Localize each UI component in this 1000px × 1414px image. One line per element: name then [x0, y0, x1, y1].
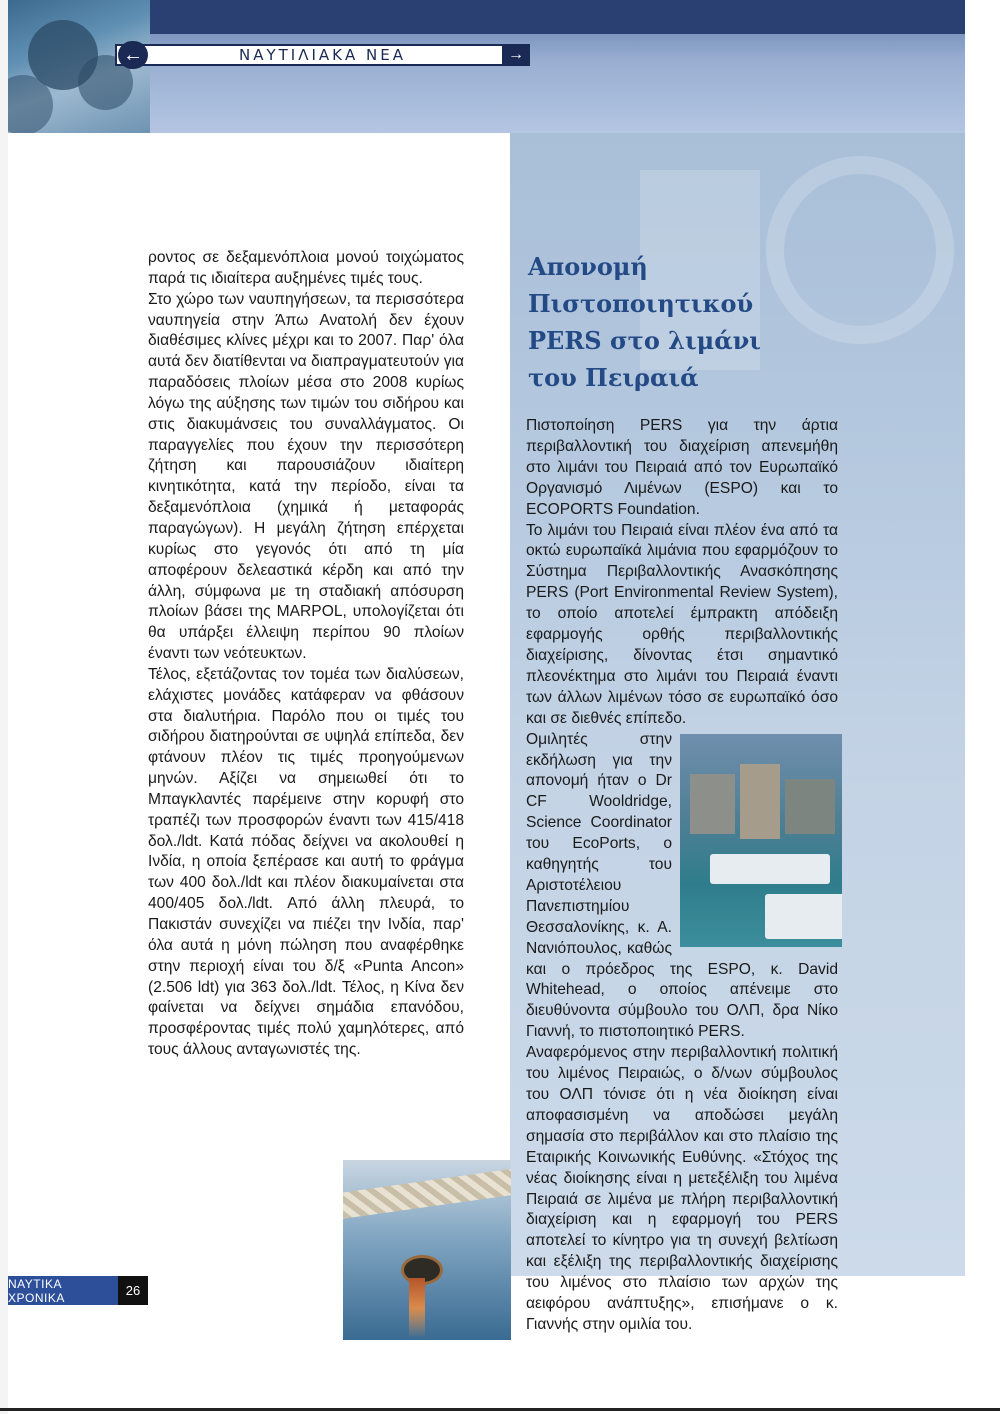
arrow-right-icon: → — [502, 44, 530, 66]
article-paragraph: Αναφερόμενος στην περιβαλλοντική πολιτική του λιμένος Πειραιώς, ο δ/νων σύμβουλος του ΟΛΠ τόνισε ότι η νέα διοίκηση είναι αποφασισμένη να αποδώσει μεγάλη σημασία στο περιβάλλον και στο πλαίσιο της Εταιρικής Κοινωνικής Ευθύνης. «Στόχος της νέας διοίκησης είναι η μετεξέλιξη του λιμένα Πειραιά σε λιμένα με πλήρη περιβαλλοντική διαχείριση και η εφαρμογή του PERS αποτελεί το κίνητρο για τη συνεχή βελτίωση και εξέλιξη της περιβαλλοντικής διαχείρισης του λιμένος στο πλαίσιο των αρχών της αειφόρου ανάπτυξης», επισήμανε ο κ. Γιαννής στην ομιλία του. — [526, 1044, 838, 1333]
rope-hull-photo — [343, 1160, 511, 1340]
section-title: ΝΑΥΤΙΛΙΑΚΑ ΝΕΑ — [238, 46, 406, 64]
section-header-bar — [115, 44, 530, 66]
article-paragraph: Το λιμάνι του Πειραιά είναι πλέον ένα από τα οκτώ ευρωπαϊκά λιμάνια που εφαρμόζουν το Σύστημα Περιβαλλοντικής Ανασκόπησης PERS (Port Environmental Review System), το οποίο αποτελεί έμπρακτη απόδειξη εφαρμογής ορθής περιβαλλοντικής διαχείρισης, δίνοντας έτσι σημαντικό πλεονέκτημα στο λιμάνι του Πειραιά έναντι των άλλων λιμένων τόσο σε ευρωπαϊκό όσο και σε διεθνές επίπεδο. — [526, 521, 838, 727]
article-paragraph: Ομιλητές στην εκδήλωση για την απονομή ήταν ο Dr CF Wooldridge, Science Coordinator του EcoPorts, ο καθηγητής του Αριστοτέλειου Πανεπιστημίου Θεσσαλονίκης, κ. Α. Νανιόπουλος, καθώς και ο πρόεδρος της ESPO, κ. David Whitehead, ο οποίος απένειμε στο διευθύνοντα σύμβουλο του ΟΛΠ, δρα Νίκο Γιαννή, το πιστοποιητικό PERS. — [526, 730, 838, 1041]
article-title-line: PERS στο λιμάνι — [528, 326, 761, 355]
article-title-line: Απονομή Πιστοποιητικού — [528, 252, 754, 318]
arrow-left-icon: ← — [118, 41, 148, 69]
article-title-line: του Πειραιά — [528, 363, 699, 392]
bottom-rule — [0, 1408, 1000, 1411]
magazine-name: ΝΑΥΤΙΚΑ ΧΡΟΝΙΚΑ — [8, 1276, 118, 1305]
header-band — [150, 0, 965, 133]
port-photo — [680, 734, 842, 947]
left-paragraph: Στο χώρο των ναυπηγήσεων, τα περισσότερα ναυπηγεία στην Άπω Ανατολή δεν έχουν διαθέσιμες κλίνες μέχρι και το 2007. Παρ' όλα αυτά δεν διατίθενται να διαπραγματευτούν για παραδόσεις πλοίων μέσα στο 2008 κυρίως λόγω της αύξησης των τιμών του σιδήρου και στις διακυμάνσεις του συναλλάγματος. Οι παραγγελίες που έχουν την περισσότερη ζήτηση και παρουσιάζουν ιδιαίτερη κινητικότητα, κατά την περίοδο, είναι τα δεξαμενόπλοια (χημικά ή μεταφοράς παραγώγων). Η μεγάλη ζήτηση επέρχεται κυρίως στο γεγονός ότι από τη μία αποφέρουν δελεαστικά κέρδη και από την άλλη, σύμφωνα με τη σταδιακή απόσυρση πλοίων βάσει της MARPOL, υπολογίζεται ότι θα υπάρξει έλλειψη περίπου 90 πλοίων έναντι των νεότευκτων. — [148, 290, 464, 663]
article-body — [526, 416, 838, 1336]
header-stripe — [150, 0, 965, 34]
left-column-text — [148, 248, 464, 1061]
article-paragraph: Πιστοποίηση PERS για την άρτια περιβαλλοντική του διαχείριση απενεμήθη στο λιμάνι του Πειραιά από τον Ευρωπαϊκό Οργανισμό Λιμένων (ESPO) και το ECOPORTS Foundation. — [526, 417, 838, 518]
left-paragraph: Τέλος, εξετάζοντας τον τομέα των διαλύσεων, ελάχιστες μονάδες κατάφεραν να φθάσουν στα διαλυτήρια. Παρόλο που οι τιμές του σιδήρου διατηρούνται σε υψηλά επίπεδα, δεν φτάνουν πλέον τις τιμές προηγούμενων μηνών. Αξίζει να σημειωθεί ότι το Μπαγκλαντές παρέμεινε στην κορυφή στο τραπέζι των προσφορών έναντι των 415/418 δολ./ldt. Κατά πόδας δείχνει να ακολουθεί η Ινδία, η οποία ξεπέρασε και αυτή το φράγμα των 400 δολ./ldt και πλέον διακυμαίνεται στα 400/405 δολ./ldt. Από άλλη πλευρά, το Πακιστάν συνεχίζει να πιέζει την Ινδία, παρ' όλα αυτά η μόνη πώληση που αναφέρθηκε στην περιοχή είναι του δ/ξ «Punta Ancon» (2.506 ldt) για 363 δολ./ldt. Τέλος, η Κίνα δεν φαίνεται να δείχνει σημάδια επανόδου, προσφέροντας τιμές πολύ χαμηλότερες, από τους άλλους ανταγωνιστές της. — [148, 665, 464, 1059]
scan-margin — [0, 0, 8, 1414]
left-paragraph: ροντος σε δεξαμενόπλοια μονού τοιχώματος παρά τις ιδιαίτερα αυξημένες τιμές τους. — [148, 249, 464, 287]
article-title — [528, 248, 858, 396]
page-number: 26 — [118, 1276, 148, 1305]
